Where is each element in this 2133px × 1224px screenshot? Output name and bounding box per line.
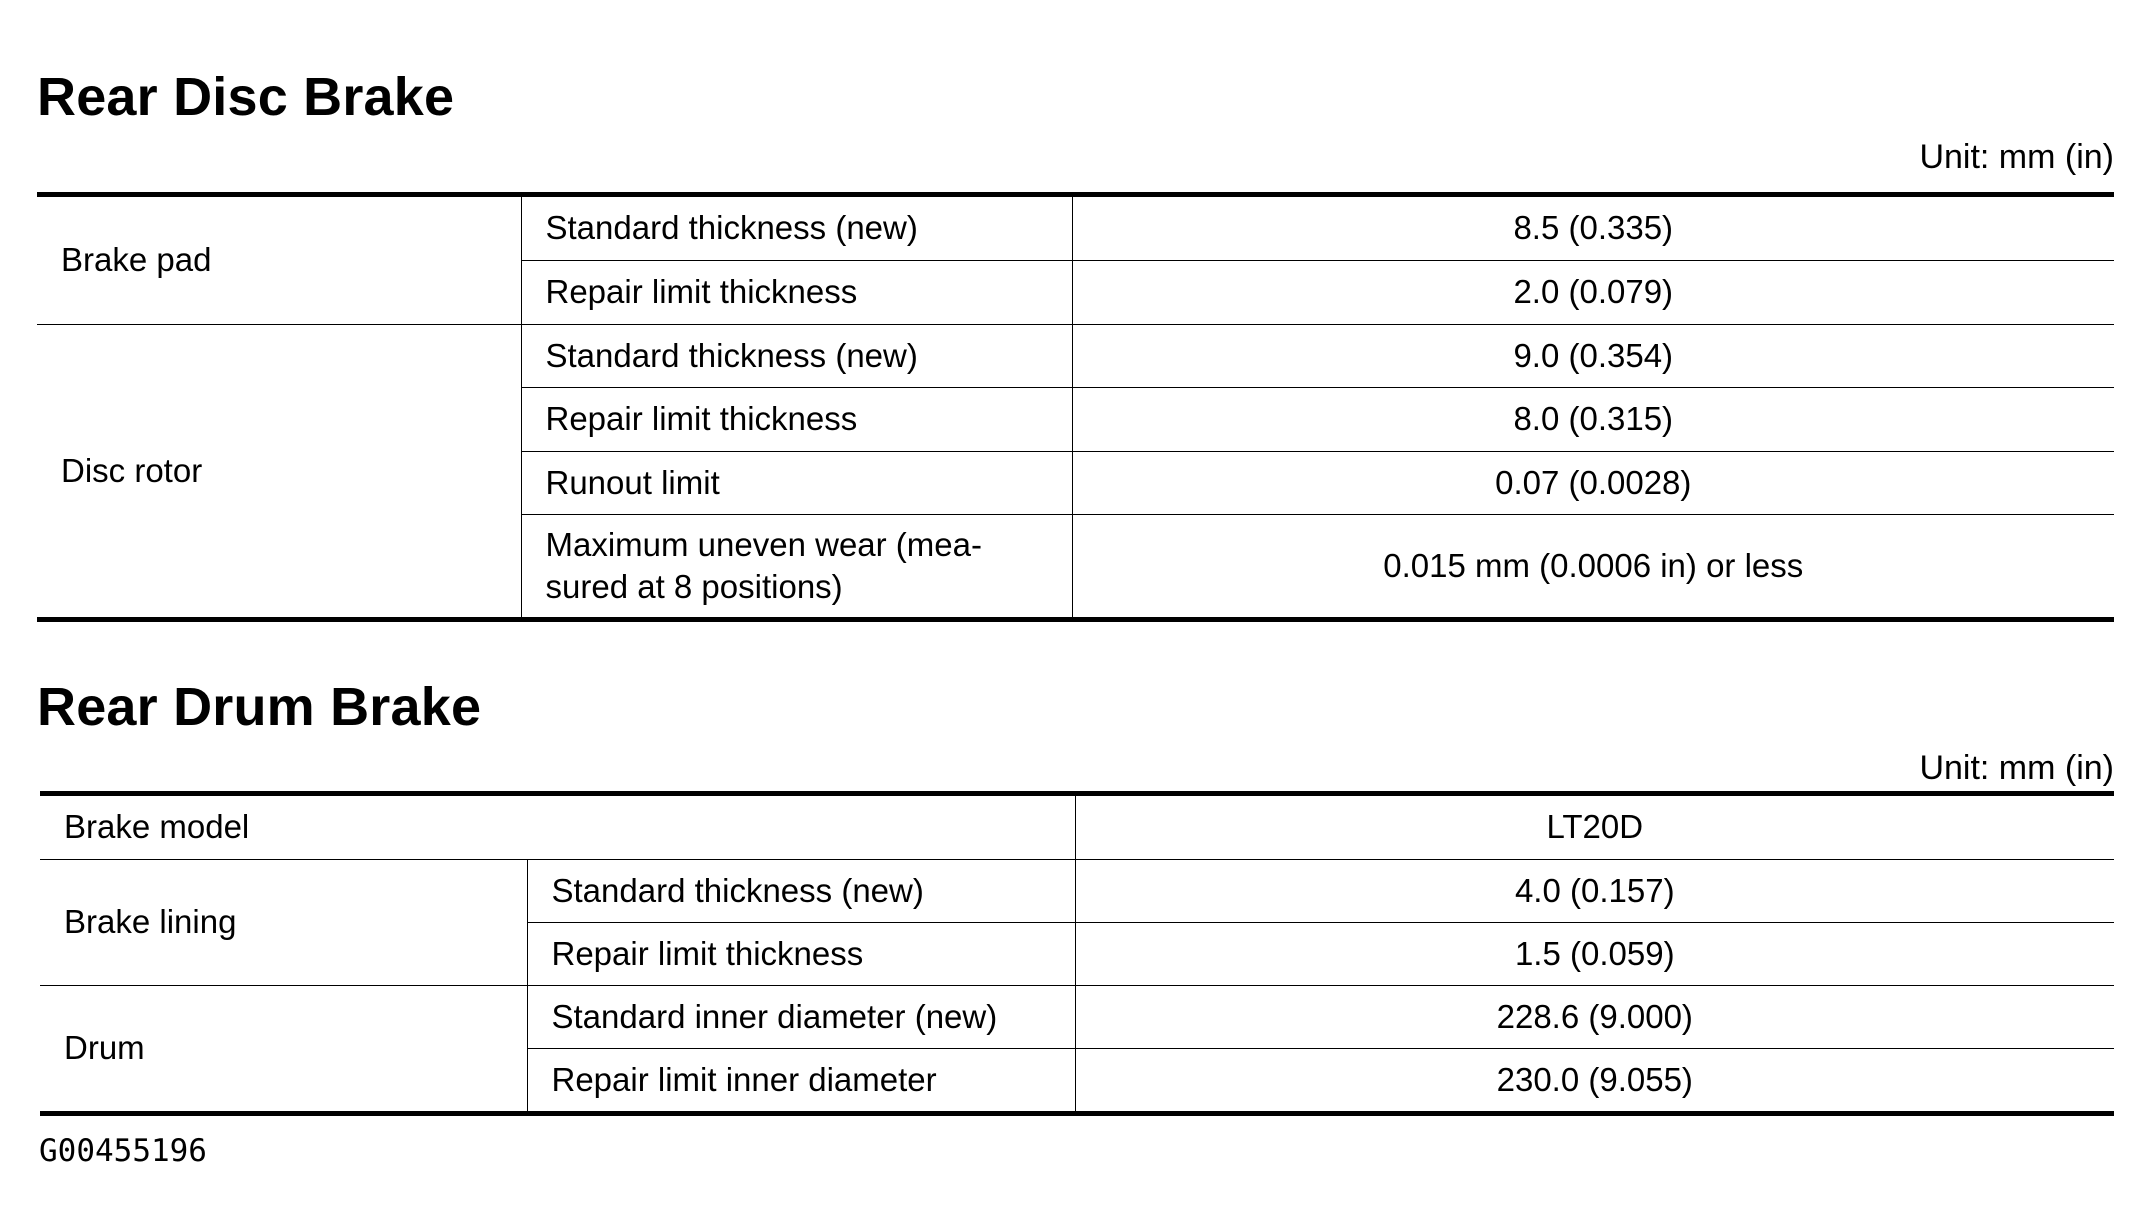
value-cell: 2.0 (0.079)	[1072, 260, 2114, 324]
disc-brake-title: Rear Disc Brake	[37, 67, 455, 127]
category-disc-rotor: Disc rotor	[37, 324, 521, 617]
brake-model-label: Brake model	[40, 796, 1075, 859]
table-row	[37, 197, 2114, 260]
value-cell: 4.0 (0.157)	[1075, 859, 2114, 922]
parameter-cell: Repair limit thickness	[527, 922, 1075, 985]
figure-code: G00455196	[39, 1133, 207, 1169]
value-cell: 8.5 (0.335)	[1072, 197, 2114, 260]
parameter-cell: Repair limit thickness	[521, 260, 1072, 324]
category-drum: Drum	[40, 985, 527, 1111]
value-cell: 228.6 (9.000)	[1075, 985, 2114, 1048]
disc-table-bottom-rule	[37, 617, 2114, 622]
parameter-cell: Runout limit	[521, 451, 1072, 514]
drum-table-bottom-rule	[40, 1111, 2114, 1116]
table-row	[40, 796, 2114, 859]
value-cell: 1.5 (0.059)	[1075, 922, 2114, 985]
parameter-line: sured at 8 positions)	[545, 567, 843, 605]
parameter-line: Maximum uneven wear (mea-	[545, 525, 982, 563]
parameter-cell: Standard thickness (new)	[521, 324, 1072, 387]
value-cell: 0.07 (0.0028)	[1072, 451, 2114, 514]
parameter-cell: Standard thickness (new)	[527, 859, 1075, 922]
drum-brake-title: Rear Drum Brake	[37, 677, 482, 737]
brake-model-value: LT20D	[1075, 796, 2114, 859]
value-cell: 9.0 (0.354)	[1072, 324, 2114, 387]
value-cell: 230.0 (9.055)	[1496, 1060, 1693, 1098]
value-cell: 0.015 mm (0.0006 in) or less	[1383, 546, 1804, 584]
value-cell: 8.0 (0.315)	[1072, 387, 2114, 451]
parameter-cell	[521, 514, 1072, 617]
drum-brake-table	[40, 796, 2114, 1111]
parameter-cell: Standard inner diameter (new)	[527, 985, 1075, 1048]
table-row	[37, 324, 2114, 387]
category-brake-lining: Brake lining	[40, 859, 527, 985]
parameter-cell: Repair limit inner diameter	[527, 1048, 1075, 1111]
table-row	[40, 859, 2114, 922]
parameter-cell: Repair limit thickness	[521, 387, 1072, 451]
disc-brake-table	[37, 197, 2114, 617]
table-row	[40, 985, 2114, 1048]
parameter-cell: Standard thickness (new)	[521, 197, 1072, 260]
disc-unit-label: Unit: mm (in)	[1919, 138, 2114, 176]
category-brake-pad: Brake pad	[37, 197, 521, 324]
drum-unit-label: Unit: mm (in)	[1919, 749, 2114, 787]
